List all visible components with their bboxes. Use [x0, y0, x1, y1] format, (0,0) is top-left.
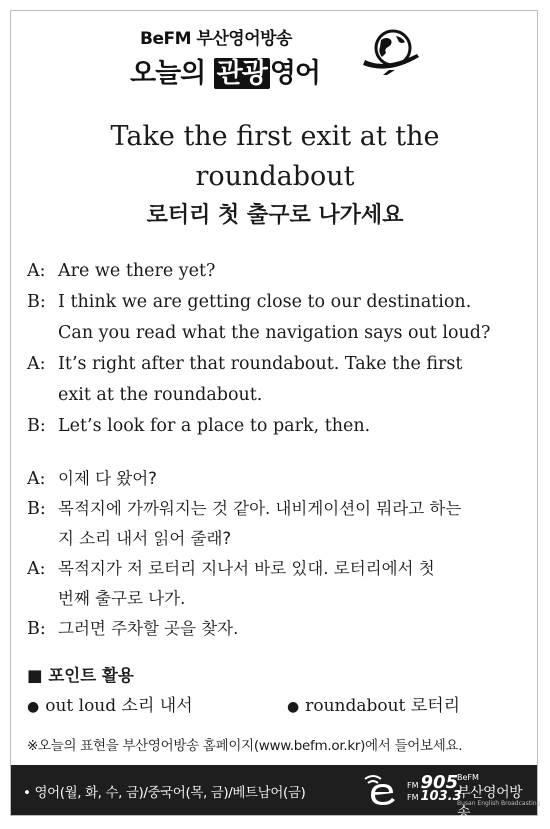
dialogue-line: [27, 464, 527, 494]
speaker-label: B:: [27, 416, 46, 436]
dialogue-text: Let’s look for a place to park, then.: [58, 416, 371, 436]
brand-line: BeFM 부산영어방송: [140, 29, 292, 49]
dialogue-text: exit at the roundabout.: [58, 385, 263, 405]
point-text: out loud 소리 내서: [45, 696, 193, 716]
point-heading: ■ 포인트 활용: [27, 666, 134, 685]
dialogue-line-continued: [27, 524, 527, 554]
title-english: [0, 117, 550, 197]
point-text: roundabout 로터리: [305, 696, 461, 716]
dialogue-line: [27, 349, 527, 380]
speaker-label: A:: [27, 261, 46, 281]
speaker-label: A:: [27, 469, 46, 489]
speaker-label: B:: [27, 499, 46, 519]
dialogue-line: [27, 256, 527, 287]
schedule-text: • 영어(월, 화, 수, 금)/중국어(목, 금)/베트남어(금): [23, 785, 306, 801]
fm-label: FM: [407, 793, 419, 802]
frequency-secondary: [407, 789, 462, 804]
point-item: [27, 691, 193, 716]
dialogue-line: [27, 287, 527, 318]
dialogue-line: [27, 614, 527, 644]
show-title-boxed: 관광: [214, 58, 270, 89]
befm-e-logo-icon: [359, 773, 405, 807]
speaker-label: A:: [27, 354, 46, 374]
speaker-label: B:: [27, 619, 46, 639]
footer-bar: [11, 765, 541, 821]
dialogue-text: Are we there yet?: [58, 261, 216, 281]
dialogue-line-continued: [27, 380, 527, 411]
show-title-pre: 오늘의: [130, 58, 214, 89]
dialogue-line: [27, 411, 527, 442]
dialogue-text: I think we are getting close to our destination.: [58, 292, 472, 312]
station-name-en: BeFM: [457, 773, 479, 782]
dialogue-text: 목적지가 저 로터리 지나서 바로 있대. 로터리에서 첫: [58, 559, 435, 578]
dialogue-text: Can you read what the navigation says out loud?: [58, 323, 491, 343]
show-title-post: 영어: [269, 58, 320, 89]
freq-primary-value: 905: [420, 772, 459, 793]
bullet-icon: ●: [287, 699, 300, 715]
dialogue-text: 이제 다 왔어?: [58, 469, 157, 488]
speaker-label: A:: [27, 559, 46, 579]
station-name-ko: 부산영어방송: [457, 785, 523, 821]
freq-secondary-value: 103.3: [420, 789, 462, 804]
point-item: [287, 691, 460, 716]
bullet-icon: ●: [27, 699, 40, 715]
dialogue-line: [27, 494, 527, 524]
dialogue-line: [27, 554, 527, 584]
speaker-label: B:: [27, 292, 46, 312]
globe-airplane-icon: [363, 26, 423, 76]
dialogue-text: 목적지에 가까워지는 것 같아. 내비게이션이 뭐라고 하는: [58, 499, 462, 518]
dialogue-english: [27, 256, 527, 442]
title-korean: 로터리 첫 출구로 나가세요: [146, 203, 404, 228]
notice-text: ※오늘의 표현을 부산영어방송 홈페이지(www.befm.or.kr)에서 들어보세요.: [27, 738, 463, 754]
dialogue-text: 그러면 주차할 곳을 찾자.: [58, 619, 239, 638]
title-english-line1: Take the first exit at the: [110, 121, 440, 152]
dialogue-line-continued: [27, 584, 527, 614]
dialogue-korean: [27, 464, 527, 644]
dialogue-line-continued: [27, 318, 527, 349]
fm-label: FM: [407, 781, 419, 790]
station-logo: [359, 771, 541, 821]
show-title: [130, 51, 320, 90]
dialogue-text: 번째 출구로 나가.: [58, 589, 186, 608]
dialogue-text: 지 소리 내서 읽어 줄래?: [58, 529, 232, 548]
dialogue-text: It’s right after that roundabout. Take the first: [58, 354, 463, 374]
title-english-line2: roundabout: [195, 161, 355, 192]
station-subtitle: Busan English Broadcasting: [457, 800, 541, 807]
